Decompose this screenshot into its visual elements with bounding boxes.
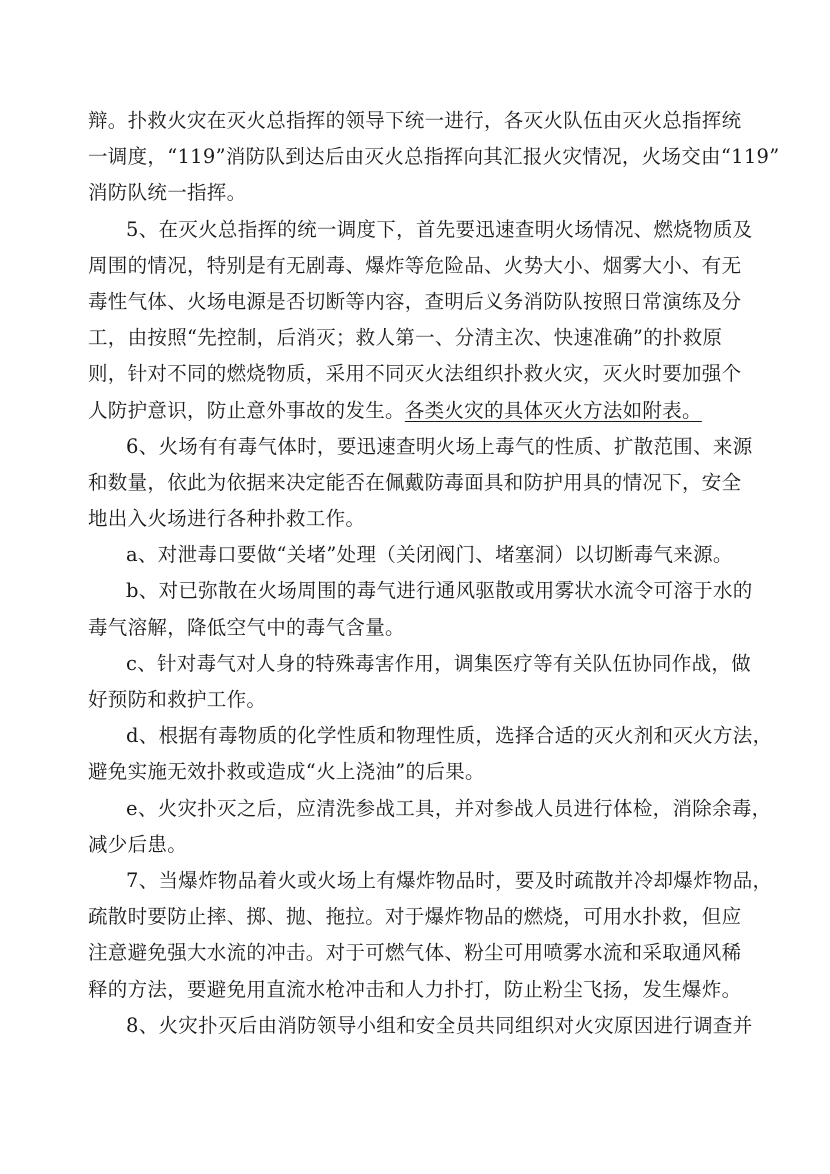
text-line: 辩。扑救火灾在灭火总指挥的领导下统一进行，各灭火队伍由灭火总指挥统 — [88, 109, 742, 132]
text-line: 毒气溶解，降低空气中的毒气含量。 — [88, 615, 405, 639]
text-line: 5、在灭火总指挥的统一调度下，首先要迅速查明火场情况、燃烧物质及 — [126, 217, 753, 241]
text-line: 消防队统一指挥。 — [88, 181, 247, 205]
text-line: 工，由按照“先控制，后消灭；救人第一、分清主次、快速准确”的扑救原 — [88, 326, 723, 350]
text-line: 和数量，依此为依据来决定能否在佩戴防毒面具和防护用具的情况下，安全 — [88, 470, 742, 494]
text-line: 6、火场有有毒气体时，要迅速查明火场上毒气的性质、扩散范围、来源 — [126, 434, 753, 458]
text-line: 7、当爆炸物品着火或火场上有爆炸物品时，要及时疏散并冷却爆炸物品， — [126, 868, 773, 892]
text-line: 毒性气体、火场电源是否切断等内容，查明后义务消防队按照日常演练及分 — [88, 289, 742, 313]
text-line: b、对已弥散在火场周围的毒气进行通风驱散或用雾状水流令可溶于水的 — [126, 579, 753, 603]
text-line: 避免实施无效扑救或造成“火上浇油”的后果。 — [88, 760, 485, 784]
text-line: 地出入火场进行各种扑救工作。 — [88, 507, 366, 531]
text-span: 人防护意识，防止意外事故的发生。 — [88, 398, 405, 422]
text-line: 一调度，“119”消防队到达后由灭火总指挥向其汇报火灾情况，火场交由“119” — [88, 145, 780, 169]
text-line: c、针对毒气对人身的特殊毒害作用，调集医疗等有关队伍协同作战，做 — [126, 651, 752, 675]
text-line: d、根据有毒物质的化学性质和物理性质，选择合适的灭火剂和灭火方法， — [126, 724, 773, 748]
text-line: 8、火灾扑灭后由消防领导小组和安全员共同组织对火灾原因进行调查并 — [126, 1013, 753, 1037]
text-line: 好预防和救护工作。 — [88, 688, 267, 711]
text-line: 疏散时要防止摔、掷、抛、拖拉。对于爆炸物品的燃烧，可用水扑救，但应 — [88, 905, 742, 929]
text-line: a、对泄毒口要做“关堵”处理（关闭阀门、堵塞洞）以切断毒气来源。 — [126, 543, 733, 567]
document-body — [88, 103, 780, 1044]
text-line: 则，针对不同的燃烧物质，采用不同灭火法组织扑救火灾，灭火时要加强个 — [88, 362, 742, 386]
text-line: 注意避免强大水流的冲击。对于可燃气体、粉尘可用喷雾水流和采取通风稀 — [88, 941, 742, 965]
text-line: 释的方法，要避免用直流水枪冲击和人力扑打，防止粉尘飞扬，发生爆炸。 — [88, 977, 742, 1001]
text-line-with-link — [88, 393, 744, 429]
underlined-reference: 各类火灾的具体灭火方法如附表。 — [404, 398, 702, 422]
text-line: e、火灾扑灭之后，应清洗参战工具，并对参战人员进行体检，消除余毒， — [126, 796, 772, 820]
text-line: 减少后患。 — [88, 832, 188, 856]
text-line: 周围的情况，特别是有无剧毒、爆炸等危险品、火势大小、烟雾大小、有无 — [88, 253, 742, 277]
